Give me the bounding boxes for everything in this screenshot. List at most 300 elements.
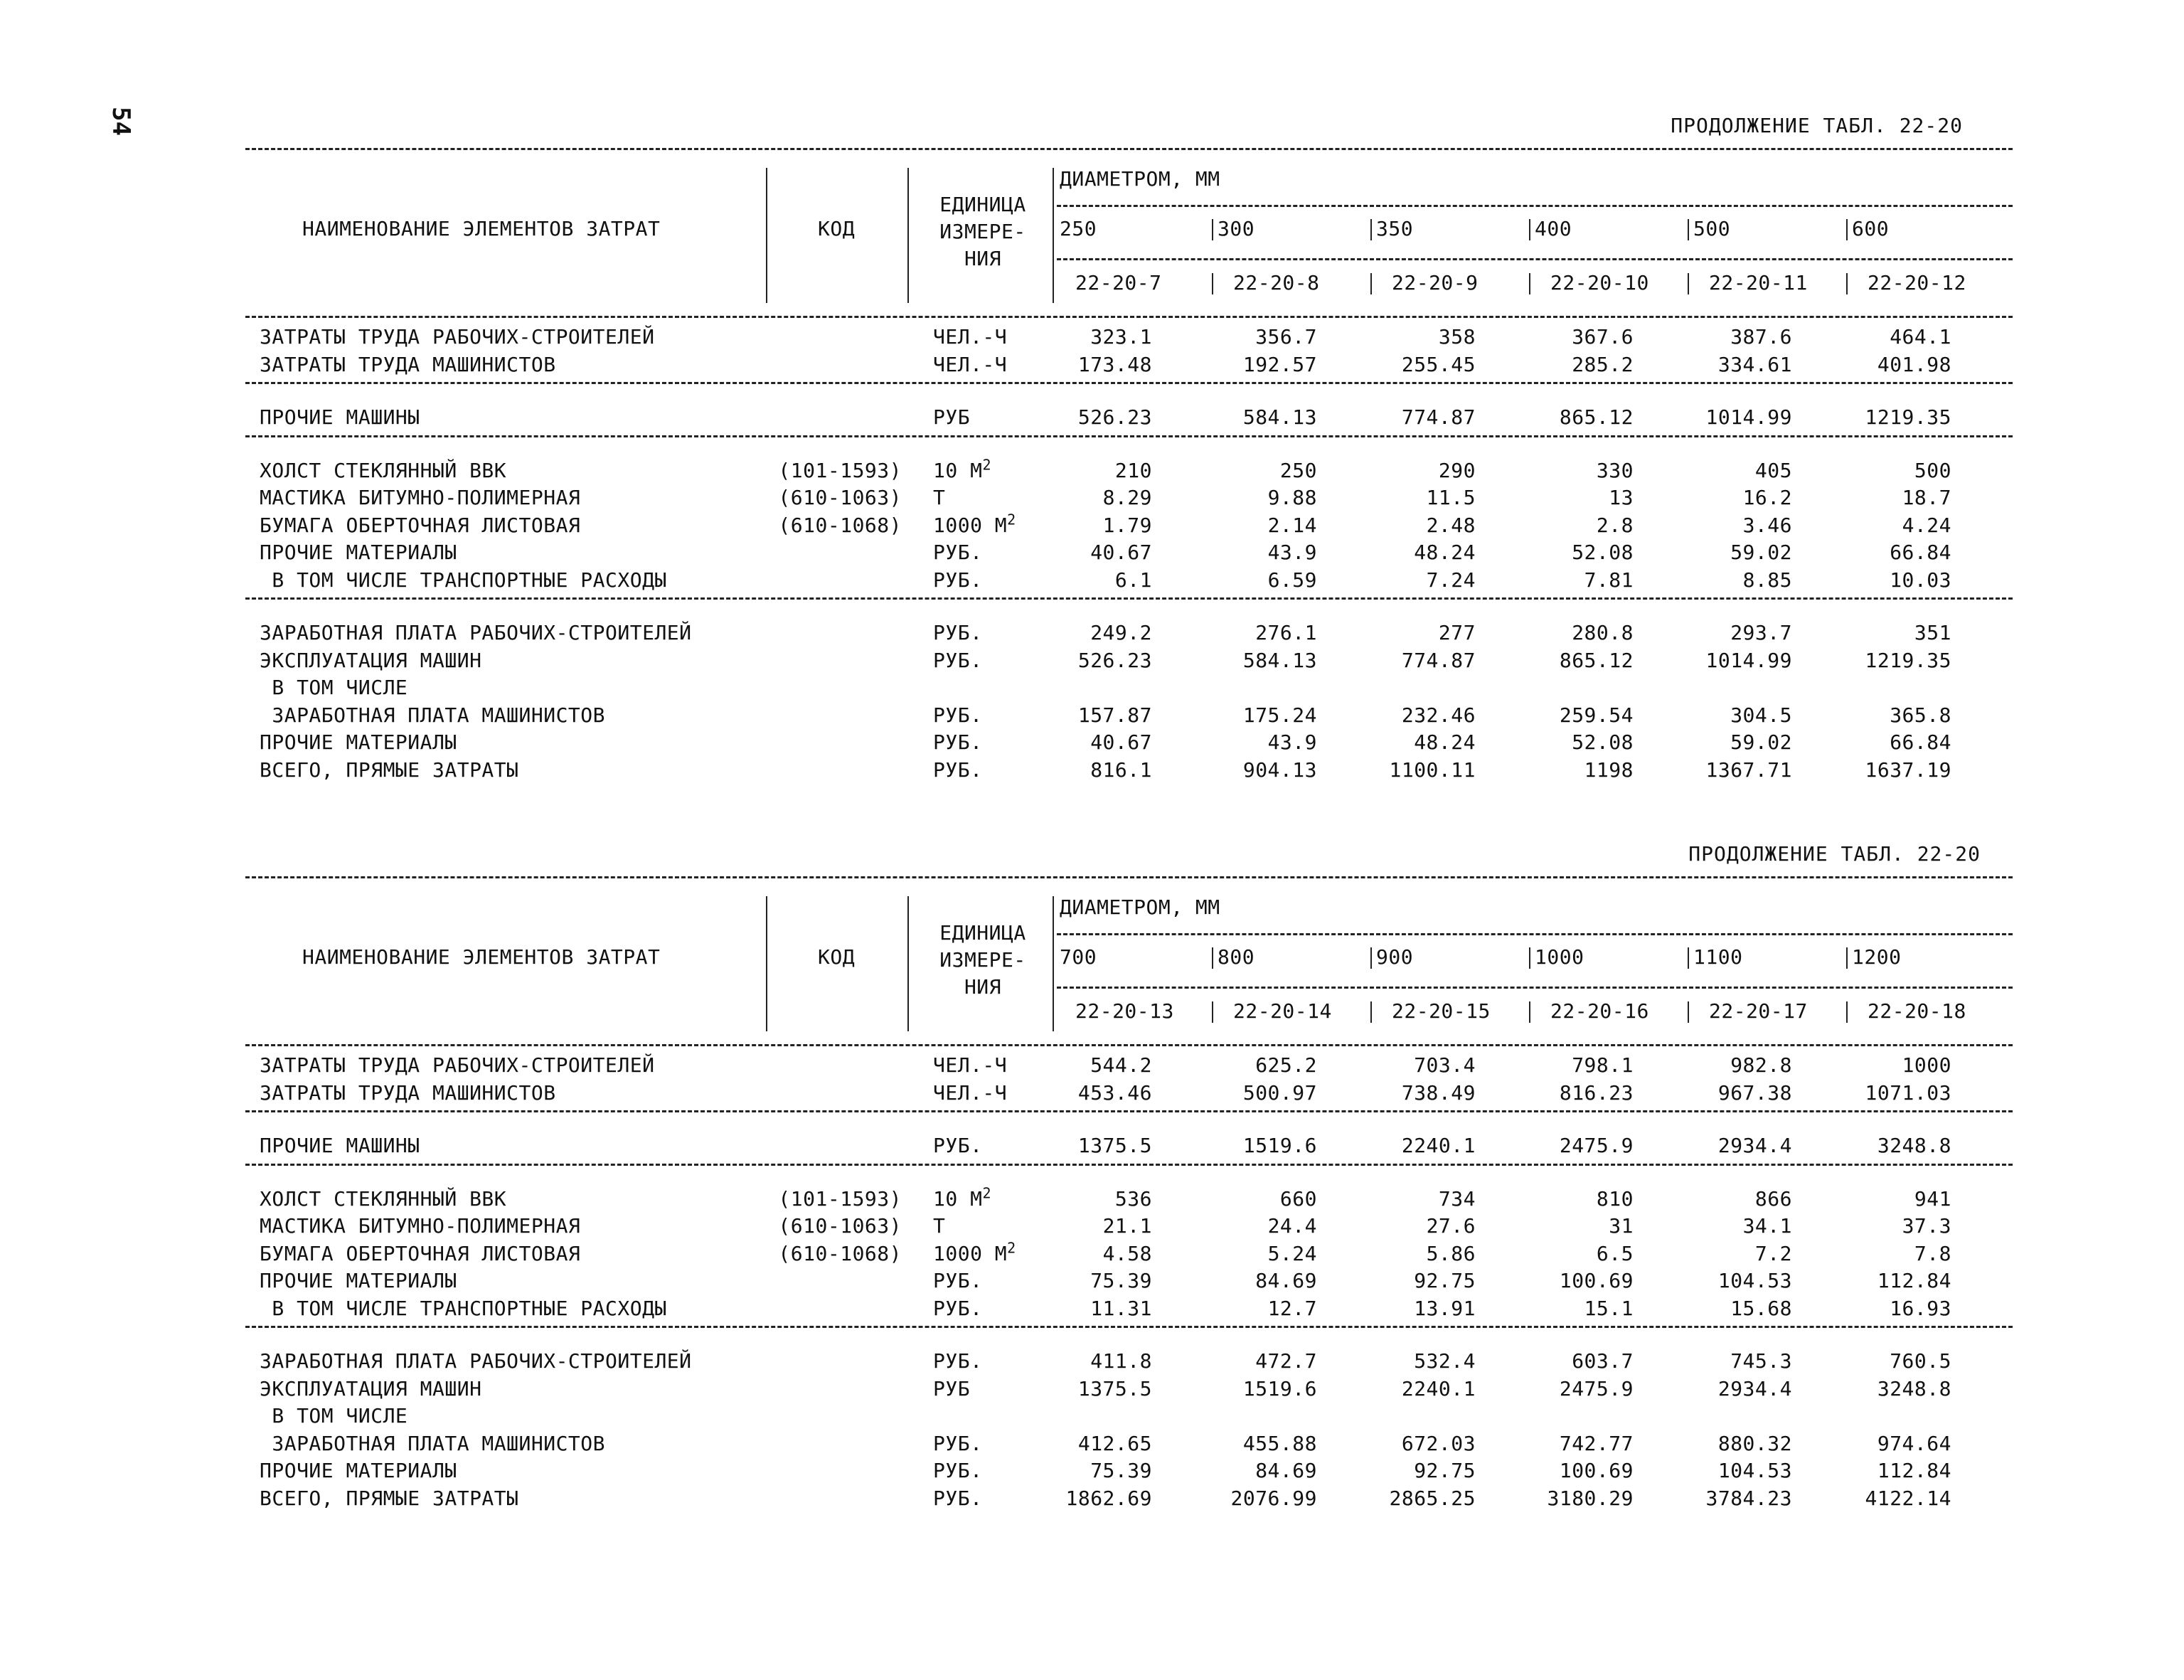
diameter-separator (1370, 219, 1372, 240)
value-cell: 112.84 (1877, 1269, 1951, 1292)
value-cell: 526.23 (1077, 648, 1152, 672)
unit-cell (933, 456, 991, 482)
value-cell: 412.65 (1077, 1431, 1152, 1455)
unit-cell (933, 326, 1007, 349)
unit-text: Т (933, 486, 946, 509)
unit-text: ЧЕЛ.-Ч (933, 325, 1008, 349)
unit-cell (933, 731, 982, 754)
value-cell: 232.46 (1401, 703, 1476, 727)
value-cell: 7.81 (1584, 568, 1634, 592)
diameter-separator (1846, 219, 1848, 240)
code-separator (1688, 1001, 1689, 1023)
unit-cell (933, 1432, 982, 1455)
value-cell: 941 (1914, 1186, 1951, 1211)
value-cell: 816.1 (1090, 757, 1152, 782)
value-cell: 8.85 (1742, 568, 1792, 592)
diameter-header: 300 (1218, 217, 1255, 240)
value-cell: 10.03 (1890, 568, 1951, 592)
unit-superscript: 2 (982, 1184, 991, 1202)
diameter-header: 400 (1535, 217, 1572, 240)
value-cell: 210 (1114, 458, 1152, 482)
row-name: В ТОМ ЧИСЛЕ ТРАНСПОРТНЫЕ РАСХОДЫ (260, 568, 667, 592)
value-cell: 1219.35 (1865, 648, 1951, 672)
dashed-rule (245, 597, 2013, 600)
value-cell: 1.79 (1102, 513, 1152, 537)
value-cell: 330 (1596, 458, 1634, 482)
value-cell: 250 (1279, 458, 1317, 482)
code-separator (1212, 1001, 1213, 1023)
table-caption: ПРОДОЛЖЕНИЕ ТАБЛ. 22-20 (1688, 842, 1981, 866)
row-name: ПРОЧИЕ МАТЕРИАЛЫ (260, 1459, 457, 1482)
value-cell: 4.58 (1102, 1241, 1152, 1265)
value-cell: 387.6 (1730, 325, 1792, 349)
value-cell: 11.31 (1090, 1296, 1152, 1320)
value-cell: 401.98 (1877, 352, 1951, 376)
value-cell: 356.7 (1255, 325, 1317, 349)
row-name: ПРОЧИЕ МАШИНЫ (260, 405, 420, 429)
value-cell: 92.75 (1414, 1269, 1476, 1292)
unit-superscript: 2 (1007, 511, 1016, 528)
value-cell: 472.7 (1255, 1349, 1317, 1373)
value-cell: 3784.23 (1705, 1486, 1792, 1510)
resource-code: (101-1593) (778, 458, 902, 482)
value-cell: 904.13 (1242, 757, 1317, 782)
value-cell: 304.5 (1730, 703, 1792, 727)
row-name: ЗАРАБОТНАЯ ПЛАТА МАШИНИСТОВ (260, 1431, 606, 1455)
unit-text: РУБ. (933, 1134, 983, 1157)
value-cell: 1637.19 (1865, 757, 1951, 782)
value-cell: 84.69 (1255, 1269, 1317, 1292)
unit-text: РУБ (933, 405, 971, 429)
value-cell: 6.1 (1114, 568, 1152, 592)
unit-cell (933, 704, 982, 727)
dashed-rule (245, 1326, 2013, 1328)
row-name: ПРОЧИЕ МАТЕРИАЛЫ (260, 730, 457, 754)
value-cell: 6.5 (1596, 1241, 1634, 1265)
dashed-rule (245, 1164, 2013, 1166)
rate-code-header: 22-20-18 (1868, 999, 1966, 1023)
dashed-rule (245, 316, 2013, 318)
value-cell: 27.6 (1426, 1214, 1476, 1238)
diameter-header: 1000 (1535, 945, 1584, 969)
value-cell: 1014.99 (1705, 648, 1792, 672)
value-cell: 2475.9 (1559, 1134, 1634, 1157)
value-cell: 4122.14 (1865, 1486, 1951, 1510)
code-separator (1688, 273, 1689, 294)
value-cell: 5.24 (1267, 1241, 1317, 1265)
unit-cell (933, 1134, 982, 1157)
value-cell: 2.14 (1267, 513, 1317, 537)
value-cell: 293.7 (1730, 621, 1792, 644)
value-cell: 16.93 (1890, 1296, 1951, 1320)
value-cell: 1375.5 (1077, 1134, 1152, 1157)
row-name: ХОЛСТ СТЕКЛЯННЫЙ ВВК (260, 1186, 507, 1211)
value-cell: 703.4 (1414, 1053, 1476, 1077)
header-separator (766, 168, 767, 303)
value-cell: 100.69 (1559, 1459, 1634, 1482)
page-number: 54 (107, 107, 135, 136)
value-cell: 810 (1596, 1186, 1634, 1211)
row-name: ВСЕГО, ПРЯМЫЕ ЗАТРАТЫ (260, 1486, 519, 1510)
value-cell: 774.87 (1401, 405, 1476, 429)
rate-code-header: 22-20-17 (1709, 999, 1808, 1023)
rate-code-header: 22-20-7 (1075, 271, 1162, 294)
diameter-header: 900 (1376, 945, 1414, 969)
row-name: ПРОЧИЕ МАТЕРИАЛЫ (260, 541, 457, 564)
value-cell: 323.1 (1090, 325, 1152, 349)
group-header: ДИАМЕТРОМ, ММ (1060, 167, 1220, 191)
dashed-rule (245, 435, 2013, 437)
resource-code: (610-1068) (778, 513, 902, 537)
value-cell: 774.87 (1401, 648, 1476, 672)
value-cell: 13 (1609, 486, 1634, 509)
row-name: ЗАРАБОТНАЯ ПЛАТА МАШИНИСТОВ (260, 703, 606, 727)
value-cell: 536 (1114, 1186, 1152, 1211)
row-name: В ТОМ ЧИСЛЕ (260, 676, 408, 699)
unit-text: ЧЕЛ.-Ч (933, 1080, 1008, 1105)
value-cell: 1000 (1902, 1053, 1951, 1077)
row-name: ЗАТРАТЫ ТРУДА РАБОЧИХ-СТРОИТЕЛЕЙ (260, 325, 655, 349)
value-cell: 12.7 (1267, 1296, 1317, 1320)
row-name: ЗАТРАТЫ ТРУДА МАШИНИСТОВ (260, 1080, 556, 1105)
value-cell: 8.29 (1102, 486, 1152, 509)
code-separator (1529, 1001, 1530, 1023)
value-cell: 66.84 (1890, 730, 1951, 754)
unit-text: РУБ. (933, 1459, 983, 1482)
diameter-separator (1688, 219, 1689, 240)
value-cell: 2240.1 (1401, 1376, 1476, 1400)
value-cell: 175.24 (1242, 703, 1317, 727)
diameter-separator (1529, 947, 1530, 969)
code-separator (1370, 1001, 1372, 1023)
value-cell: 92.75 (1414, 1459, 1476, 1482)
value-cell: 2934.4 (1717, 1134, 1792, 1157)
unit-text: РУБ. (933, 1296, 983, 1320)
row-name: БУМАГА ОБЕРТОЧНАЯ ЛИСТОВАЯ (260, 1241, 581, 1265)
unit-text: РУБ. (933, 621, 983, 644)
rate-code-header: 22-20-13 (1075, 999, 1174, 1023)
diameter-header: 600 (1852, 217, 1890, 240)
code-separator (1529, 273, 1530, 294)
value-cell: 526.23 (1077, 405, 1152, 429)
value-cell: 411.8 (1090, 1349, 1152, 1373)
value-cell: 584.13 (1242, 405, 1317, 429)
code-separator (1846, 273, 1848, 294)
value-cell: 249.2 (1090, 621, 1152, 644)
value-cell: 157.87 (1077, 703, 1152, 727)
value-cell: 334.61 (1717, 352, 1792, 376)
header-separator (1053, 896, 1054, 1031)
value-cell: 2240.1 (1401, 1134, 1476, 1157)
unit-column-header: ЕДИНИЦА (939, 921, 1026, 945)
value-cell: 367.6 (1572, 325, 1634, 349)
value-cell: 75.39 (1090, 1269, 1152, 1292)
diameter-header: 250 (1060, 217, 1097, 240)
value-cell: 880.32 (1717, 1431, 1792, 1455)
value-cell: 48.24 (1414, 730, 1476, 754)
rate-code-header: 22-20-15 (1392, 999, 1491, 1023)
unit-text: 1000 М (933, 513, 1008, 537)
value-cell: 967.38 (1717, 1080, 1792, 1105)
value-cell: 43.9 (1267, 541, 1317, 564)
value-cell: 866 (1754, 1186, 1792, 1211)
unit-text: Т (933, 1214, 946, 1238)
value-cell: 7.24 (1426, 568, 1476, 592)
value-cell: 1014.99 (1705, 405, 1792, 429)
row-name: ХОЛСТ СТЕКЛЯННЫЙ ВВК (260, 458, 507, 482)
rate-code-header: 22-20-10 (1550, 271, 1649, 294)
dashed-rule (245, 382, 2013, 384)
value-cell: 365.8 (1890, 703, 1951, 727)
row-name: ПРОЧИЕ МАТЕРИАЛЫ (260, 1269, 457, 1292)
unit-column-header: ИЗМЕРЕ- (939, 220, 1026, 243)
value-cell: 1519.6 (1242, 1376, 1317, 1400)
value-cell: 192.57 (1242, 352, 1317, 376)
value-cell: 2.48 (1426, 513, 1476, 537)
unit-cell (933, 406, 970, 429)
value-cell: 59.02 (1730, 541, 1792, 564)
unit-text: РУБ (933, 1376, 971, 1400)
value-cell: 672.03 (1401, 1431, 1476, 1455)
value-cell: 11.5 (1426, 486, 1476, 509)
dashed-rule (245, 876, 2013, 878)
row-name: ЭКСПЛУАТАЦИЯ МАШИН (260, 1376, 482, 1400)
unit-column-header: ЕДИНИЦА (939, 193, 1026, 216)
value-cell: 500 (1914, 458, 1951, 482)
unit-superscript: 2 (982, 456, 991, 474)
unit-cell (933, 1460, 982, 1482)
dashed-rule (245, 1110, 2013, 1112)
unit-text: РУБ. (933, 1431, 983, 1455)
unit-column-header: ИЗМЕРЕ- (939, 948, 1026, 972)
unit-cell (933, 511, 1016, 537)
code-column-header: КОД (818, 945, 856, 969)
value-cell: 84.69 (1255, 1459, 1317, 1482)
diameter-separator (1212, 219, 1213, 240)
unit-cell (933, 1239, 1016, 1265)
row-name: ЗАРАБОТНАЯ ПЛАТА РАБОЧИХ-СТРОИТЕЛЕЙ (260, 1349, 692, 1373)
row-name: МАСТИКА БИТУМНО-ПОЛИМЕРНАЯ (260, 486, 581, 509)
dashed-rule (1057, 205, 2013, 207)
row-name: В ТОМ ЧИСЛЕ ТРАНСПОРТНЫЕ РАСХОДЫ (260, 1296, 667, 1320)
unit-cell (933, 487, 945, 509)
unit-cell (933, 1082, 1007, 1105)
value-cell: 2076.99 (1230, 1486, 1317, 1510)
resource-code: (610-1063) (778, 1214, 902, 1238)
diameter-separator (1846, 947, 1848, 969)
value-cell: 351 (1914, 621, 1951, 644)
diameter-header: 350 (1376, 217, 1414, 240)
unit-cell (933, 1487, 982, 1510)
diameter-header: 800 (1218, 945, 1255, 969)
unit-cell (933, 569, 982, 592)
value-cell: 21.1 (1102, 1214, 1152, 1238)
header-separator (907, 168, 909, 303)
unit-text: 1000 М (933, 1241, 1008, 1265)
header-separator (766, 896, 767, 1031)
unit-cell (933, 353, 1007, 376)
value-cell: 544.2 (1090, 1053, 1152, 1077)
unit-superscript: 2 (1007, 1239, 1016, 1257)
value-cell: 500.97 (1242, 1080, 1317, 1105)
rate-code-header: 22-20-8 (1233, 271, 1320, 294)
value-cell: 18.7 (1902, 486, 1951, 509)
value-cell: 2475.9 (1559, 1376, 1634, 1400)
value-cell: 104.53 (1717, 1269, 1792, 1292)
value-cell: 3180.29 (1547, 1486, 1634, 1510)
value-cell: 112.84 (1877, 1459, 1951, 1482)
value-cell: 15.1 (1584, 1296, 1634, 1320)
value-cell: 1198 (1584, 757, 1634, 782)
unit-column-header: НИЯ (964, 975, 1002, 999)
unit-cell (933, 1184, 991, 1211)
value-cell: 40.67 (1090, 541, 1152, 564)
unit-text: РУБ. (933, 730, 983, 754)
row-name: ЭКСПЛУАТАЦИЯ МАШИН (260, 648, 482, 672)
value-cell: 3248.8 (1877, 1376, 1951, 1400)
rate-code-header: 22-20-12 (1868, 271, 1966, 294)
value-cell: 7.8 (1914, 1241, 1951, 1265)
row-name: ЗАТРАТЫ ТРУДА РАБОЧИХ-СТРОИТЕЛЕЙ (260, 1053, 655, 1077)
unit-column-header: НИЯ (964, 247, 1002, 270)
value-cell: 290 (1438, 458, 1476, 482)
value-cell: 66.84 (1890, 541, 1951, 564)
value-cell: 3.46 (1742, 513, 1792, 537)
value-cell: 37.3 (1902, 1214, 1951, 1238)
value-cell: 738.49 (1401, 1080, 1476, 1105)
value-cell: 865.12 (1559, 648, 1634, 672)
value-cell: 453.46 (1077, 1080, 1152, 1105)
rate-code-header: 22-20-9 (1392, 271, 1479, 294)
value-cell: 1100.11 (1389, 757, 1476, 782)
diameter-separator (1370, 947, 1372, 969)
value-cell: 13.91 (1414, 1296, 1476, 1320)
unit-cell (933, 1378, 970, 1400)
code-column-header: КОД (818, 217, 856, 240)
value-cell: 277 (1438, 621, 1476, 644)
unit-text: 10 М (933, 458, 983, 482)
unit-cell (933, 1270, 982, 1292)
row-name: ПРОЧИЕ МАШИНЫ (260, 1134, 420, 1157)
value-cell: 1862.69 (1065, 1486, 1152, 1510)
value-cell: 625.2 (1255, 1053, 1317, 1077)
unit-text: РУБ. (933, 1269, 983, 1292)
unit-cell (933, 759, 982, 782)
dashed-rule (1057, 987, 2013, 989)
diameter-header: 500 (1693, 217, 1731, 240)
header-separator (907, 896, 909, 1031)
unit-text: РУБ. (933, 541, 983, 564)
rate-code-header: 22-20-11 (1709, 271, 1808, 294)
group-header: ДИАМЕТРОМ, ММ (1060, 895, 1220, 919)
diameter-separator (1212, 947, 1213, 969)
value-cell: 464.1 (1890, 325, 1951, 349)
unit-cell (933, 541, 982, 564)
value-cell: 276.1 (1255, 621, 1317, 644)
value-cell: 2934.4 (1717, 1376, 1792, 1400)
value-cell: 358 (1438, 325, 1476, 349)
value-cell: 3248.8 (1877, 1134, 1951, 1157)
row-name: В ТОМ ЧИСЛЕ (260, 1404, 408, 1428)
value-cell: 1071.03 (1865, 1080, 1951, 1105)
unit-cell (933, 1054, 1007, 1077)
value-cell: 285.2 (1572, 352, 1634, 376)
value-cell: 742.77 (1559, 1431, 1634, 1455)
value-cell: 760.5 (1890, 1349, 1951, 1373)
header-separator (1053, 168, 1054, 303)
value-cell: 104.53 (1717, 1459, 1792, 1482)
unit-text: РУБ. (933, 1349, 983, 1373)
value-cell: 532.4 (1414, 1349, 1476, 1373)
value-cell: 660 (1279, 1186, 1317, 1211)
value-cell: 100.69 (1559, 1269, 1634, 1292)
value-cell: 2865.25 (1389, 1486, 1476, 1510)
value-cell: 4.24 (1902, 513, 1951, 537)
code-separator (1370, 273, 1372, 294)
diameter-separator (1529, 219, 1530, 240)
value-cell: 48.24 (1414, 541, 1476, 564)
dashed-rule (1057, 933, 2013, 935)
unit-cell (933, 622, 982, 644)
value-cell: 52.08 (1572, 730, 1634, 754)
value-cell: 1375.5 (1077, 1376, 1152, 1400)
resource-code: (610-1063) (778, 486, 902, 509)
value-cell: 584.13 (1242, 648, 1317, 672)
unit-text: ЧЕЛ.-Ч (933, 352, 1008, 376)
value-cell: 2.8 (1596, 513, 1634, 537)
code-separator (1846, 1001, 1848, 1023)
row-name: БУМАГА ОБЕРТОЧНАЯ ЛИСТОВАЯ (260, 513, 581, 537)
value-cell: 798.1 (1572, 1053, 1634, 1077)
diameter-header: 1100 (1693, 945, 1743, 969)
unit-text: РУБ. (933, 648, 983, 672)
value-cell: 734 (1438, 1186, 1476, 1211)
value-cell: 5.86 (1426, 1241, 1476, 1265)
value-cell: 974.64 (1877, 1431, 1951, 1455)
resource-code: (610-1068) (778, 1241, 902, 1265)
row-name: МАСТИКА БИТУМНО-ПОЛИМЕРНАЯ (260, 1214, 581, 1238)
value-cell: 34.1 (1742, 1214, 1792, 1238)
value-cell: 455.88 (1242, 1431, 1317, 1455)
value-cell: 1519.6 (1242, 1134, 1317, 1157)
value-cell: 259.54 (1559, 703, 1634, 727)
table-caption: ПРОДОЛЖЕНИЕ ТАБЛ. 22-20 (1671, 114, 1963, 137)
value-cell: 43.9 (1267, 730, 1317, 754)
row-name: ЗАТРАТЫ ТРУДА МАШИНИСТОВ (260, 352, 556, 376)
value-cell: 15.68 (1730, 1296, 1792, 1320)
value-cell: 816.23 (1559, 1080, 1634, 1105)
diameter-separator (1688, 947, 1689, 969)
unit-text: РУБ. (933, 568, 983, 592)
value-cell: 7.2 (1754, 1241, 1792, 1265)
unit-cell (933, 1215, 945, 1238)
row-name: ЗАРАБОТНАЯ ПЛАТА РАБОЧИХ-СТРОИТЕЛЕЙ (260, 621, 692, 644)
dashed-rule (1057, 258, 2013, 260)
rate-code-header: 22-20-16 (1550, 999, 1649, 1023)
value-cell: 173.48 (1077, 352, 1152, 376)
value-cell: 59.02 (1730, 730, 1792, 754)
unit-text: 10 М (933, 1186, 983, 1211)
value-cell: 255.45 (1401, 352, 1476, 376)
unit-text: РУБ. (933, 1486, 983, 1510)
unit-cell (933, 1297, 982, 1320)
value-cell: 280.8 (1572, 621, 1634, 644)
value-cell: 75.39 (1090, 1459, 1152, 1482)
dashed-rule (245, 148, 2013, 150)
value-cell: 24.4 (1267, 1214, 1317, 1238)
value-cell: 52.08 (1572, 541, 1634, 564)
value-cell: 1219.35 (1865, 405, 1951, 429)
